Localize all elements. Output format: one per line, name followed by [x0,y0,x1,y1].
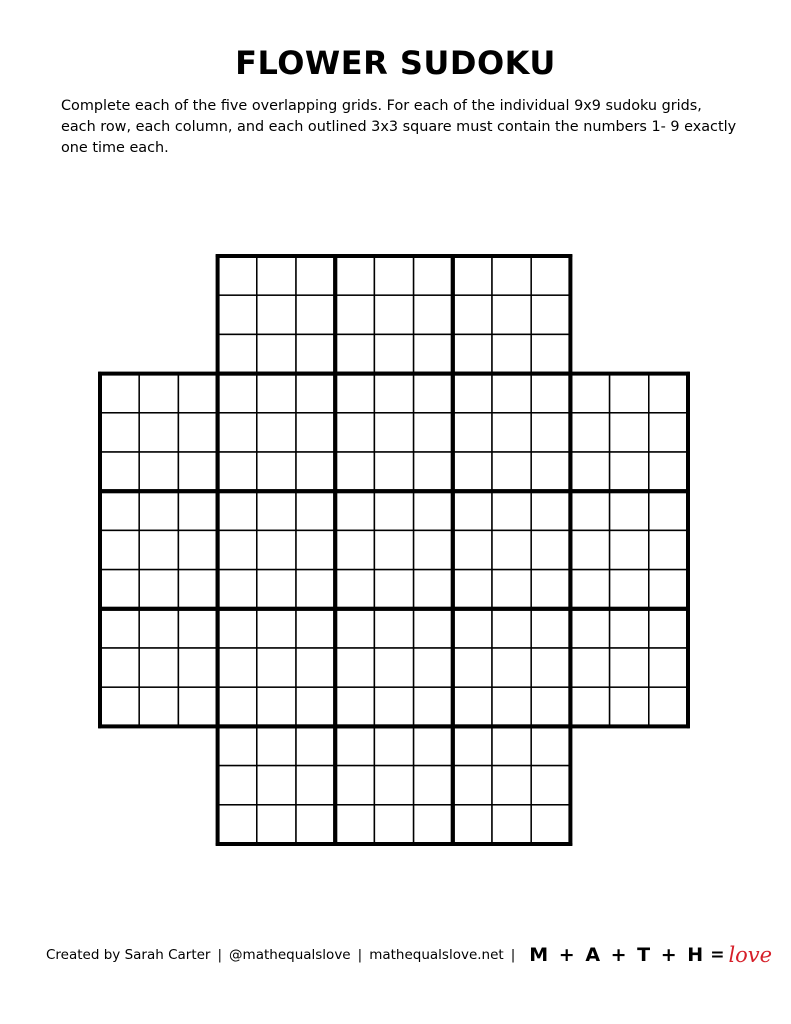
sudoku-cell[interactable] [335,570,374,609]
sudoku-cell[interactable] [610,374,649,413]
sudoku-cell[interactable] [374,452,413,491]
sudoku-cell[interactable] [100,452,139,491]
sudoku-cell[interactable] [414,687,453,726]
sudoku-cell[interactable] [296,726,335,765]
sudoku-cell[interactable] [139,491,178,530]
sudoku-cell[interactable] [296,805,335,844]
footer-separator: | [357,947,363,963]
sudoku-cell[interactable] [100,609,139,648]
sudoku-cell[interactable] [335,805,374,844]
sudoku-cell[interactable] [453,766,492,805]
sudoku-cell[interactable] [649,570,688,609]
sudoku-cell[interactable] [335,609,374,648]
sudoku-cell[interactable] [453,491,492,530]
sudoku-cell[interactable] [531,805,570,844]
sudoku-cell[interactable] [296,491,335,530]
sudoku-cell[interactable] [139,530,178,569]
sudoku-cell[interactable] [414,491,453,530]
footer-separator: | [510,947,516,963]
sudoku-cell[interactable] [374,766,413,805]
sudoku-cell[interactable] [335,491,374,530]
sudoku-cell[interactable] [218,256,257,295]
sudoku-cell[interactable] [453,334,492,373]
sudoku-cell[interactable] [218,570,257,609]
sudoku-cell[interactable] [531,648,570,687]
sudoku-cell[interactable] [374,648,413,687]
brand-logo [529,943,772,967]
sudoku-cell[interactable] [218,687,257,726]
sudoku-cell[interactable] [374,334,413,373]
sudoku-cell[interactable] [100,570,139,609]
footer-author: Created by Sarah Carter [46,947,211,963]
sudoku-cell[interactable] [570,648,609,687]
sudoku-cell[interactable] [257,609,296,648]
sudoku-cell[interactable] [531,491,570,530]
sudoku-cell[interactable] [257,452,296,491]
sudoku-cell[interactable] [296,413,335,452]
sudoku-cell[interactable] [492,570,531,609]
sudoku-cell[interactable] [374,570,413,609]
sudoku-cell[interactable] [492,295,531,334]
sudoku-cell[interactable] [296,334,335,373]
sudoku-cell[interactable] [257,256,296,295]
sudoku-cell[interactable] [531,256,570,295]
sudoku-cell[interactable] [414,334,453,373]
sudoku-cell[interactable] [296,256,335,295]
sudoku-cell[interactable] [296,570,335,609]
sudoku-cell[interactable] [531,766,570,805]
sudoku-cell[interactable] [296,609,335,648]
sudoku-cell[interactable] [178,374,217,413]
sudoku-cell[interactable] [492,609,531,648]
sudoku-cell[interactable] [139,452,178,491]
sudoku-cell[interactable] [100,648,139,687]
sudoku-cell[interactable] [335,452,374,491]
sudoku-cell[interactable] [610,530,649,569]
sudoku-cell[interactable] [610,491,649,530]
sudoku-cell[interactable] [492,766,531,805]
sudoku-cell[interactable] [414,805,453,844]
sudoku-cell[interactable] [374,687,413,726]
footer-separator: | [217,947,223,963]
sudoku-cell[interactable] [257,687,296,726]
sudoku-cell[interactable] [649,491,688,530]
sudoku-cell[interactable] [453,609,492,648]
sudoku-cell[interactable] [374,530,413,569]
sudoku-cell[interactable] [335,766,374,805]
sudoku-cell[interactable] [414,374,453,413]
sudoku-cell[interactable] [218,609,257,648]
sudoku-cell[interactable] [649,687,688,726]
sudoku-cell[interactable] [570,491,609,530]
sudoku-cell[interactable] [257,570,296,609]
sudoku-cell[interactable] [139,687,178,726]
sudoku-cell[interactable] [492,530,531,569]
sudoku-cell[interactable] [492,413,531,452]
sudoku-cell[interactable] [335,726,374,765]
sudoku-cell[interactable] [453,295,492,334]
sudoku-cell[interactable] [335,295,374,334]
sudoku-cell[interactable] [492,374,531,413]
sudoku-cell[interactable] [414,766,453,805]
sudoku-cell[interactable] [610,570,649,609]
sudoku-cell[interactable] [218,648,257,687]
sudoku-cell[interactable] [492,256,531,295]
sudoku-cell[interactable] [531,413,570,452]
sudoku-cell[interactable] [531,687,570,726]
sudoku-cell[interactable] [453,374,492,413]
sudoku-cell[interactable] [296,766,335,805]
sudoku-cell[interactable] [374,609,413,648]
sudoku-cell[interactable] [492,687,531,726]
sudoku-cell[interactable] [610,413,649,452]
sudoku-cell[interactable] [257,766,296,805]
sudoku-cell[interactable] [100,413,139,452]
sudoku-cell[interactable] [649,452,688,491]
footer-handle: @mathequalslove [229,947,351,963]
sudoku-cell[interactable] [531,452,570,491]
sudoku-cell[interactable] [257,334,296,373]
sudoku-cell[interactable] [570,687,609,726]
sudoku-cell[interactable] [570,570,609,609]
sudoku-cell[interactable] [570,452,609,491]
sudoku-cell[interactable] [218,726,257,765]
sudoku-cell[interactable] [531,374,570,413]
sudoku-cell[interactable] [649,530,688,569]
sudoku-cell[interactable] [453,805,492,844]
sudoku-cell[interactable] [100,530,139,569]
sudoku-cell[interactable] [218,295,257,334]
sudoku-cell[interactable] [257,295,296,334]
sudoku-cell[interactable] [492,805,531,844]
sudoku-cell[interactable] [453,256,492,295]
sudoku-cell[interactable] [453,452,492,491]
sudoku-cell[interactable] [257,805,296,844]
sudoku-cell[interactable] [610,452,649,491]
sudoku-cell[interactable] [335,687,374,726]
sudoku-cell[interactable] [414,295,453,334]
sudoku-cell[interactable] [139,570,178,609]
sudoku-cell[interactable] [374,256,413,295]
sudoku-cell[interactable] [335,256,374,295]
sudoku-cell[interactable] [649,413,688,452]
sudoku-cell[interactable] [218,374,257,413]
sudoku-cell[interactable] [139,374,178,413]
sudoku-cell[interactable] [531,609,570,648]
sudoku-cell[interactable] [453,413,492,452]
page-title: FLOWER SUDOKU [235,44,556,82]
sudoku-cell[interactable] [414,648,453,687]
sudoku-cell[interactable] [218,413,257,452]
sudoku-cell[interactable] [178,687,217,726]
sudoku-cell[interactable] [257,648,296,687]
sudoku-cell[interactable] [296,374,335,413]
sudoku-cell[interactable] [492,452,531,491]
footer-website: mathequalslove.net [369,947,504,963]
sudoku-cell[interactable] [453,530,492,569]
sudoku-cell[interactable] [218,452,257,491]
sudoku-cell[interactable] [610,687,649,726]
sudoku-cell[interactable] [335,374,374,413]
sudoku-cell[interactable] [374,726,413,765]
sudoku-cell[interactable] [414,609,453,648]
sudoku-cell[interactable] [335,413,374,452]
sudoku-cell[interactable] [335,530,374,569]
sudoku-cell[interactable] [178,491,217,530]
sudoku-cell[interactable] [100,491,139,530]
sudoku-cell[interactable] [649,609,688,648]
sudoku-cell[interactable] [100,687,139,726]
sudoku-cell[interactable] [414,570,453,609]
sudoku-cell[interactable] [374,491,413,530]
sudoku-cell[interactable] [531,530,570,569]
sudoku-cell[interactable] [178,452,217,491]
sudoku-cell[interactable] [649,648,688,687]
sudoku-cell[interactable] [178,609,217,648]
sudoku-cell[interactable] [178,413,217,452]
sudoku-cell[interactable] [374,413,413,452]
sudoku-cell[interactable] [296,295,335,334]
sudoku-cell[interactable] [649,374,688,413]
brand-letters: M + A + T + H [529,944,705,966]
sudoku-cell[interactable] [218,530,257,569]
sudoku-cell[interactable] [570,413,609,452]
sudoku-cell[interactable] [453,726,492,765]
sudoku-cell[interactable] [531,570,570,609]
sudoku-cell[interactable] [570,530,609,569]
sudoku-cell[interactable] [335,648,374,687]
sudoku-cell[interactable] [414,256,453,295]
sudoku-cell[interactable] [139,413,178,452]
sudoku-cell[interactable] [257,726,296,765]
instructions-text: Complete each of the five overlapping grids. For each of the individual 9x9 sudoku grids, each row, each column, and each outlined 3x3 square must contain the numbers 1- 9 exactly one time each. [61,98,737,156]
sudoku-cell[interactable] [492,491,531,530]
sudoku-cell[interactable] [296,530,335,569]
sudoku-cell[interactable] [178,530,217,569]
footer [46,940,772,970]
sudoku-cell[interactable] [296,687,335,726]
sudoku-cell[interactable] [335,334,374,373]
sudoku-cell[interactable] [374,295,413,334]
sudoku-cell[interactable] [178,570,217,609]
sudoku-cell[interactable] [531,726,570,765]
sudoku-cell[interactable] [570,374,609,413]
cell-layer [100,256,688,844]
sudoku-cell[interactable] [374,805,413,844]
sudoku-cell[interactable] [296,648,335,687]
sudoku-cell[interactable] [610,609,649,648]
sudoku-cell[interactable] [374,374,413,413]
sudoku-cell[interactable] [492,648,531,687]
sudoku-cell[interactable] [178,648,217,687]
sudoku-cell[interactable] [414,530,453,569]
sudoku-cell[interactable] [414,452,453,491]
sudoku-cell[interactable] [257,491,296,530]
sudoku-cell[interactable] [570,609,609,648]
sudoku-cell[interactable] [531,334,570,373]
sudoku-cell[interactable] [218,766,257,805]
sudoku-cell[interactable] [257,530,296,569]
sudoku-cell[interactable] [296,452,335,491]
sudoku-cell[interactable] [100,374,139,413]
brand-equals: = [710,945,725,965]
sudoku-cell[interactable] [492,334,531,373]
sudoku-cell[interactable] [492,726,531,765]
sudoku-cell[interactable] [218,334,257,373]
sudoku-cell[interactable] [531,295,570,334]
sudoku-cell[interactable] [453,648,492,687]
sudoku-cell[interactable] [414,413,453,452]
sudoku-cell[interactable] [453,570,492,609]
sudoku-cell[interactable] [218,805,257,844]
sudoku-cell[interactable] [218,491,257,530]
sudoku-cell[interactable] [139,648,178,687]
sudoku-cell[interactable] [139,609,178,648]
sudoku-cell[interactable] [414,726,453,765]
sudoku-cell[interactable] [257,374,296,413]
sudoku-cell[interactable] [257,413,296,452]
sudoku-cell[interactable] [453,687,492,726]
sudoku-cell[interactable] [610,648,649,687]
brand-love: love [728,943,773,967]
